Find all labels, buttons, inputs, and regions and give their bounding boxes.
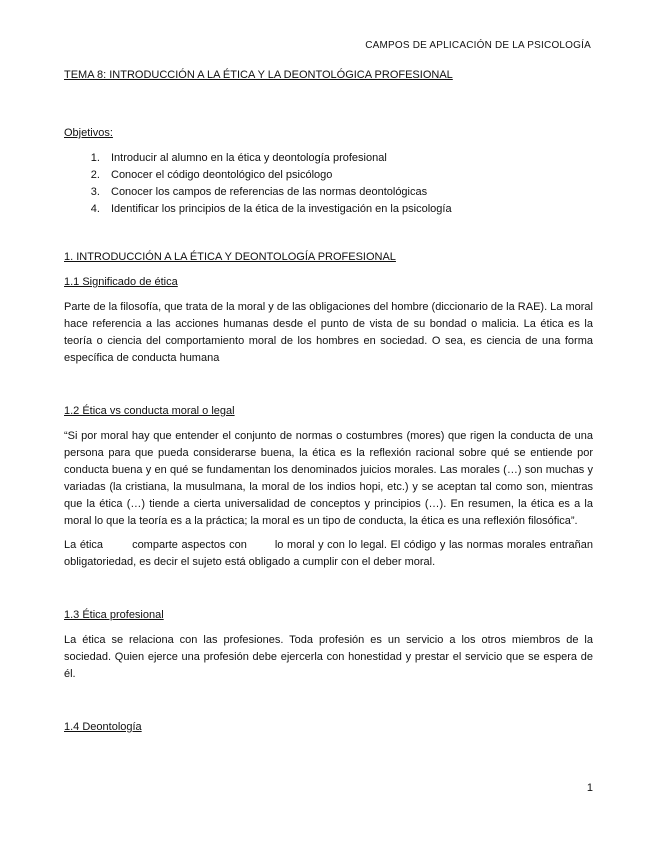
objective-item: 2. Conocer el código deontológico del psicólogo (103, 167, 593, 184)
page-content (64, 68, 593, 734)
objective-item: 1. Introducir al alumno en la ética y deontología profesional (103, 150, 593, 167)
objectives-label: Objetivos: (64, 127, 113, 139)
section-1-1-paragraph: Parte de la filosofía, que trata de la moral y de las obligaciones del hombre (diccionario de la RAE). La moral hace referencia a las acciones humanas desde el punto de vista de su bondad o malicia. La ética es la teoría o ciencia del comportamiento moral de los hombres en sociedad. O sea, es ciencia de una forma específica de conducta humana (64, 301, 593, 364)
objective-item: 3. Conocer los campos de referencias de las normas deontológicas (103, 184, 593, 201)
objective-item: 4. Identificar los principios de la ética de la investigación en la psicología (103, 201, 593, 218)
section-1-2-paragraph (64, 537, 593, 571)
section-1-heading: 1. INTRODUCCIÓN A LA ÉTICA Y DEONTOLOGÍA PROFESIONAL (64, 251, 396, 263)
text-fragment: La ética (64, 539, 104, 551)
section-1-3-heading: 1.3 Ética profesional (64, 609, 164, 621)
section-1-3-paragraph: La ética se relaciona con las profesiones. Toda profesión es un servicio a los otros miembros de la sociedad. Quien ejerce una profesión debe ejercerla con honestidad y prestar el servicio que se espera de él. (64, 634, 593, 680)
section-1-2-quote: “Si por moral hay que entender el conjunto de normas o costumbres (mores) que rigen la conducta de una persona para que pueda considerarse buena, la ética es la reflexión racional sobre qué se entiende por conducta buena y en qué se fundamentan los denominados juicios morales. Las morales (…) son muchas y variadas (la cristiana, la musulmana, la moral de los indios hopi, etc.) y se aceptan tal como son, mientras que la ética (…) tiende a cierta universalidad de conceptos y principios (…). En resumen, la ética es a la moral lo que la teoría es a la práctica; la moral es un tipo de conducta, la ética es una reflexión filosófica”. (64, 430, 593, 527)
text-fragment: comparte aspectos con (132, 539, 247, 551)
section-1-1-heading: 1.1 Significado de ética (64, 276, 178, 288)
section-1-2-heading: 1.2 Ética vs conducta moral o legal (64, 405, 235, 417)
section-1-4-heading: 1.4 Deontología (64, 721, 142, 733)
document-title: TEMA 8: INTRODUCCIÓN A LA ÉTICA Y LA DEONTOLÓGICA PROFESIONAL (64, 69, 453, 81)
running-header: CAMPOS DE APLICACIÓN DE LA PSICOLOGÍA (365, 40, 591, 51)
text-fragment: lo moral y con lo legal. El código y las normas morales entrañan obligatoriedad, es decir el sujeto está obligado a cumplir con el deber moral. (64, 539, 594, 568)
objectives-list (64, 150, 593, 218)
page-number: 1 (586, 782, 593, 794)
